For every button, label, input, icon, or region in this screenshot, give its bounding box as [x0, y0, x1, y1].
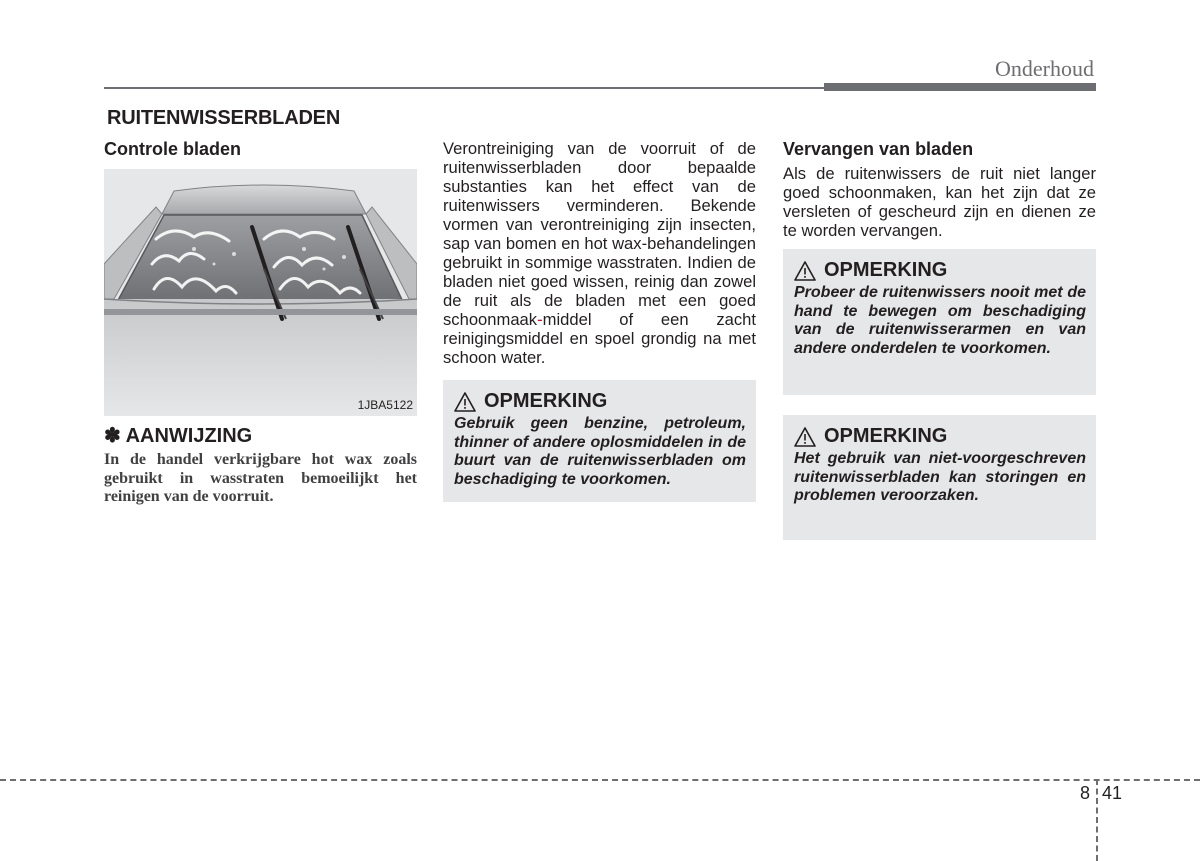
header-rule [104, 87, 824, 89]
caution-box-solvents [443, 380, 756, 502]
col1-subtitle: Controle bladen [104, 139, 242, 159]
windshield-illustration [104, 169, 417, 416]
hyphen-mark: - [537, 310, 543, 329]
caution-text: Probeer de ruitenwissers nooit met de hand te bewegen om beschadiging van de ruitenwisserarmen en van andere onderdelen te voorkomen. [794, 284, 1086, 357]
warning-triangle-icon [794, 427, 816, 447]
page-number: 41 [1102, 783, 1123, 803]
windshield-drawing [104, 169, 417, 416]
caution-text: Het gebruik van niet-voorgeschreven ruitenwisserbladen kan storingen en problemen veroorzaken. [794, 450, 1086, 504]
chapter-number: 8 [1079, 783, 1090, 803]
warning-triangle-icon [454, 392, 476, 412]
col3-paragraph: Als de ruitenwissers de ruit niet langer goed schoonmaken, kan het zijn dat ze versleten of gescheurd zijn en dienen ze te worden vervangen. [783, 164, 1096, 240]
warning-triangle-icon [794, 261, 816, 281]
footer-divider [1096, 779, 1098, 861]
footer-rule [0, 779, 1200, 781]
col3-subtitle: Vervangen van bladen [783, 139, 974, 159]
col2-paragraph-main: Verontreiniging van de voorruit of de ruitenwisserbladen door bepaalde substanties kan het effect van de ruitenwissers verminderen. Bekende vormen van verontreiniging zijn insecten, sap van bomen en hot wax-behandelingen gebruikt in sommige wasstraten. Indien de bladen niet goed wissen, reinig dan zowel de ruit als de bladen met een goed schoonmaak [443, 139, 756, 329]
header-rule-accent [824, 83, 1096, 91]
caution-label: OPMERKING [484, 390, 608, 412]
caution-label: OPMERKING [824, 259, 948, 281]
caution-text: Gebruik geen benzine, petroleum, thinner of andere oplosmiddelen in de buurt van de ruitenwisserbladen om beschadiging te voorkomen. [454, 415, 746, 488]
col2-paragraph-end: middel of een zacht reinigingsmiddel en spoel grondig na met schoon water. [443, 310, 756, 367]
running-header: Onderhoud [995, 56, 1094, 81]
caution-box-manual [783, 249, 1096, 395]
section-title: RUITENWISSERBLADEN [107, 107, 341, 129]
col2-paragraph [443, 139, 756, 367]
note-text: In de handel verkrijgbare hot wax zoals gebruikt in wasstraten bemoeilijkt het reinigen van de voorruit. [104, 451, 417, 505]
note-title: ✽ AANWIJZING [104, 425, 253, 447]
caution-box-blades [783, 415, 1096, 540]
caution-label: OPMERKING [824, 425, 948, 447]
figure-code: 1JBA5122 [357, 398, 413, 412]
